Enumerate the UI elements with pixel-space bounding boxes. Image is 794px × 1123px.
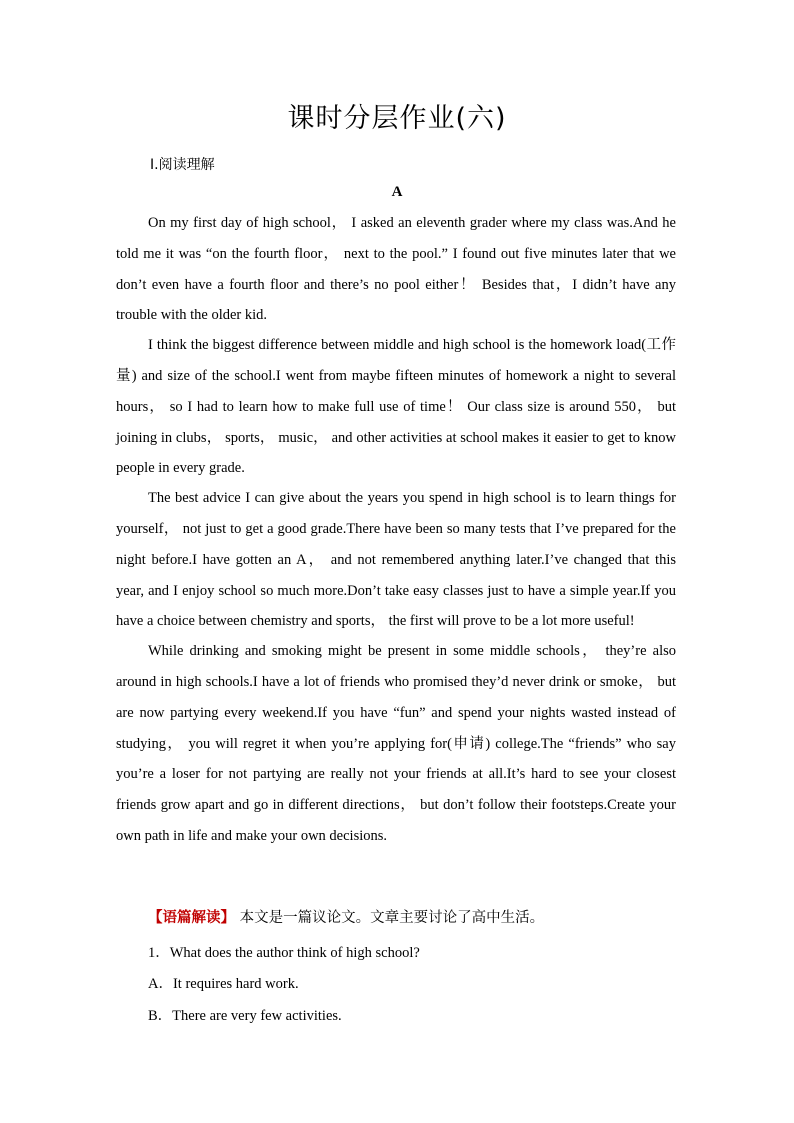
passage-body bbox=[116, 208, 676, 852]
option-b[interactable]: B．There are very few activities. bbox=[148, 1008, 342, 1024]
paragraph-1: On my first day of high school， I asked an eleventh grader where my class was.And he told me it was “on the fourth floor， next to the pool.” I found out five minutes later that we don’t even have a fourth floor and there’s no pool either！ Besides that，I didn’t have any trouble with the older kid. bbox=[116, 215, 676, 324]
paragraph-2: I think the biggest difference between middle and high school is the homework load(工作量) and size of the school.I went from maybe fifteen minutes of homework a night to several hours， so I had to learn how to make full use of time！ Our class size is around 550， but joining in clubs， sports， music， and other activities at school makes it easier to get to know people in every grade. bbox=[116, 337, 676, 477]
question-stem: 1．What does the author think of high school? bbox=[148, 945, 420, 961]
paragraph-4: While drinking and smoking might be present in some middle schools， they’re also around in high schools.I have a lot of friends who promised they’d never drink or smoke， but are now partying every weekend.If you have “fun” and spend your nights wasted instead of studying， you will regret it when you’re applying for(申请) college.The “friends” who say you’re a loser for not partying are really not your friends at all.It’s hard to see your closest friends grow apart and go in different directions， but don’t follow their footsteps.Create your own path in life and make your own decisions. bbox=[116, 643, 676, 844]
option-a[interactable]: A．It requires hard work. bbox=[148, 976, 299, 992]
page-title: 课时分层作业(六) bbox=[287, 103, 507, 134]
summary-tag: 【语篇解读】 bbox=[148, 910, 235, 926]
passage-label: A bbox=[391, 184, 403, 200]
section-heading: Ⅰ.阅读理解 bbox=[150, 157, 215, 173]
summary-text: 本文是一篇议论文。文章主要讨论了高中生活。 bbox=[239, 910, 545, 926]
paragraph-3: The best advice I can give about the years you spend in high school is to learn things for yourself， not just to get a good grade.There have been so many tests that I’ve prepared for the night before.I have gotten an A， and not remembered anything later.I’ve changed that this year, and I enjoy school so much more.Don’t take easy classes just to have a simple year.If you have a choice between chemistry and sports， the first will prove to be a lot more useful! bbox=[116, 490, 676, 630]
passage-summary bbox=[148, 906, 544, 927]
